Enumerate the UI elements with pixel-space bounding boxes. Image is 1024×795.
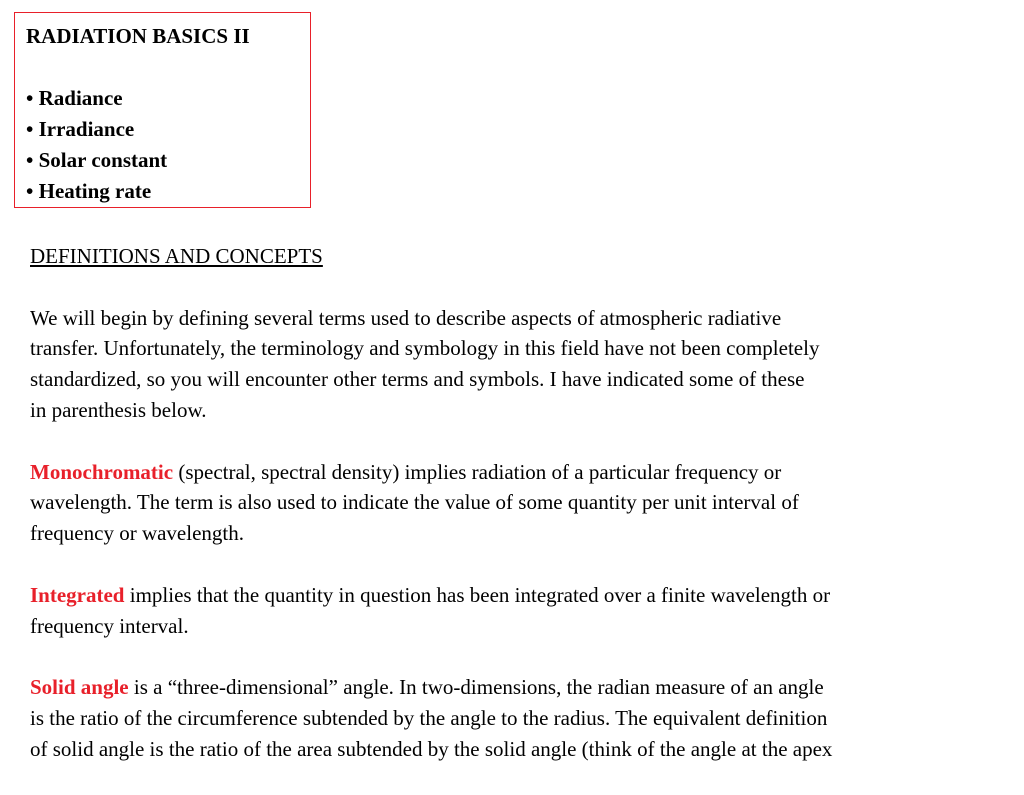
- definition-term: Monochromatic: [30, 459, 174, 484]
- paragraph-line: [30, 457, 1020, 488]
- topic-item-label: Irradiance: [38, 117, 135, 141]
- paragraph-line: in parenthesis below.: [30, 397, 207, 422]
- paragraph-line: standardized, so you will encounter other terms and symbols. I have indicated some of these: [30, 367, 805, 392]
- topic-item-label: Radiance: [38, 86, 123, 110]
- paragraph-line: We will begin by defining several terms used to describe aspects of atmospheric radiative: [30, 305, 782, 330]
- paragraph-line: of solid angle is the ratio of the area subtended by the solid angle (think of the angle at the apex: [30, 736, 833, 761]
- topic-list-item: [26, 114, 310, 145]
- section-heading: DEFINITIONS AND CONCEPTS: [30, 244, 323, 268]
- paragraph-line: [30, 580, 1020, 611]
- topic-list-item: [26, 176, 310, 207]
- definition-term: Solid angle: [30, 675, 129, 700]
- paragraph-line: wavelength. The term is also used to indicate the value of some quantity per unit interval of: [30, 490, 799, 515]
- definition-term: Integrated: [30, 582, 125, 607]
- definition-text: is a “three-dimensional” angle. In two-dimensions, the radian measure of an angle: [128, 675, 824, 700]
- bullet-glyph: •: [26, 86, 34, 110]
- box-spacer: [26, 52, 310, 83]
- definition-integrated: [30, 580, 1020, 642]
- definition-text: (spectral, spectral density) implies radiation of a particular frequency or: [173, 459, 782, 484]
- bullet-glyph: •: [26, 117, 34, 141]
- topic-list-item: [26, 83, 310, 114]
- paragraph-line: is the ratio of the circumference subtended by the angle to the radius. The equivalent definition: [30, 705, 828, 730]
- box-title: RADIATION BASICS II: [26, 24, 250, 48]
- topic-list-item: [26, 145, 310, 176]
- definition-monochromatic: [30, 457, 1020, 549]
- bullet-glyph: •: [26, 179, 34, 203]
- topic-item-label: Heating rate: [38, 179, 152, 203]
- paragraph-line: [30, 672, 1020, 703]
- intro-paragraph: [30, 303, 1020, 426]
- definition-text: implies that the quantity in question has been integrated over a finite wavelength or: [124, 582, 831, 607]
- bullet-glyph: •: [26, 148, 34, 172]
- paragraph-line: transfer. Unfortunately, the terminology and symbology in this field have not been completely: [30, 336, 820, 361]
- topic-list: [26, 83, 310, 207]
- paragraph-line: frequency interval.: [30, 613, 189, 638]
- definition-solid-angle: [30, 672, 1020, 764]
- topic-box: [14, 12, 311, 208]
- main-content: [30, 241, 1020, 795]
- topic-item-label: Solar constant: [38, 148, 168, 172]
- paragraph-line: frequency or wavelength.: [30, 521, 244, 546]
